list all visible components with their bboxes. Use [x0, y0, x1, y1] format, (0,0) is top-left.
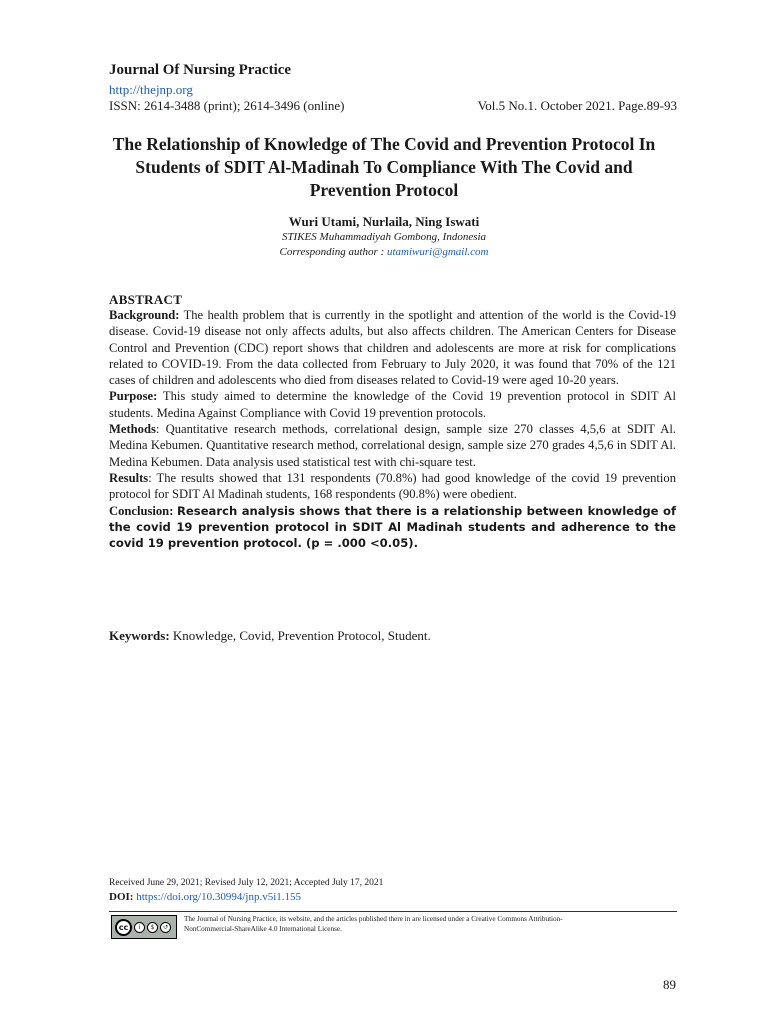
abstract-body: [109, 307, 676, 551]
license-text: [184, 915, 563, 934]
authors: Wuri Utami, Nurlaila, Ning Iswati: [288, 214, 480, 229]
affiliation: STIKES Muhammadiyah Gombong, Indonesia: [281, 231, 487, 243]
abstract-background: [109, 307, 676, 388]
volume-text: Vol.5 No.1. October 2021. Page.89-93: [477, 98, 677, 113]
issn-text: ISSN: 2614-3488 (print); 2614-3496 (online): [109, 98, 345, 113]
conclusion-text: Research analysis shows that there is a relationship between knowledge of the covid 19 prevention protocol in SDIT Al Madinah students and adherence to the covid 19 prevention protocol. (p = .000 <0.05).: [109, 503, 676, 551]
license-row: [111, 915, 677, 939]
journal-name: Journal Of Nursing Practice: [109, 62, 292, 78]
received-dates: Received June 29, 2021; Revised July 12, 2021; Accepted July 17, 2021: [109, 878, 384, 888]
article-title: The Relationship of Knowledge of The Covid and Prevention Protocol In Students of SDIT Al-Madinah To Compliance With The Covid and Prevention Protocol: [112, 134, 656, 200]
footer-divider: [109, 911, 677, 912]
keywords: [109, 628, 431, 644]
abstract-purpose: [109, 388, 676, 421]
corresponding-colon: :: [380, 246, 387, 258]
cc-by-nc-sa-badge[interactable]: [111, 915, 177, 939]
abstract-results: Results: The results showed that 131 respondents (70.8%) had good knowledge of the covid 19 prevention protocol for SDIT Al Madinah students, 168 respondents (90.8%) were obedient.: [109, 470, 676, 502]
creative-commons-icon: cc: [115, 919, 132, 936]
purpose-label: Purpose:: [109, 389, 158, 404]
purpose-text: This study aimed to determine the knowledge of the Covid 19 prevention protocol in SDIT Al students. Medina Against Compliance with Covid 19 prevention protocols.: [109, 389, 677, 420]
page-number: 89: [663, 977, 676, 992]
corresponding-email-link[interactable]: utamiwuri@gmail.com: [386, 246, 489, 258]
results-label: Results: [109, 470, 149, 485]
issn-row: [109, 98, 677, 114]
results-text: The results showed that 131 respondents (70.8%) had good knowledge of the covid 19 prevention protocol for SDIT Al Madinah students, 168 respondents (90.8%) were obedient.: [109, 470, 676, 502]
corresponding-author: [0, 246, 768, 258]
license-line-2: NonCommercial-ShareAlike 4.0 International License.: [184, 924, 342, 933]
license-line-1: The Journal of Nursing Practice, its website, and the articles published there in are licensed under a Creative Commons Attribution-: [184, 915, 563, 923]
abstract-methods: Methods: Quantitative research methods, correlational design, sample size 270 classes 4,5,6 at SDIT Al. Medina Kebumen. Quantitative research method, correlational design, sample size 270 grades 4,5,6 in SDIT Al. Medina Kebumen. Data analysis used statistical test with chi-square test.: [109, 422, 676, 469]
corresponding-label: Corresponding author: [279, 246, 378, 258]
sharealike-icon: ↺: [160, 922, 171, 933]
doi-link[interactable]: https://doi.org/10.30994/jnp.v5i1.155: [136, 891, 302, 903]
methods-label: Methods: [109, 422, 156, 437]
conclusion-label: Conclusion:: [109, 503, 174, 518]
abstract-conclusion: [109, 503, 676, 552]
keywords-text: Knowledge, Covid, Prevention Protocol, Student.: [172, 628, 431, 643]
background-text: The health problem that is currently in the spotlight and attention of the world is the Covid-19 disease. Covid-19 disease not only affects adults, but also affects children. The American Centers for Disease Control and Prevention (CDC) report shows that children and adolescents are more at risk for complications related to COVID-19. From the data collected from February to July 2020, it was found that 70% of the 121 cases of children and adolescents who died from diseases related to Covid-19 were aged 10-20 years.: [109, 308, 676, 388]
background-label: Background:: [109, 308, 180, 322]
abstract-heading: ABSTRACT: [109, 292, 183, 307]
doi: [109, 891, 301, 903]
attribution-icon: i: [134, 922, 145, 933]
noncommercial-icon: $: [147, 922, 158, 933]
doi-label: DOI:: [109, 891, 134, 903]
methods-text: Quantitative research methods, correlational design, sample size 270 classes 4,5,6 at SDIT Al. Medina Kebumen. Quantitative research method, correlational design, sample size 270 grades 4,5,6 in SDIT Al. Medina Kebumen. Data analysis used statistical test with chi-square test.: [109, 422, 676, 469]
journal-url-link[interactable]: http://thejnp.org: [109, 82, 193, 97]
keywords-label: Keywords:: [109, 628, 170, 643]
